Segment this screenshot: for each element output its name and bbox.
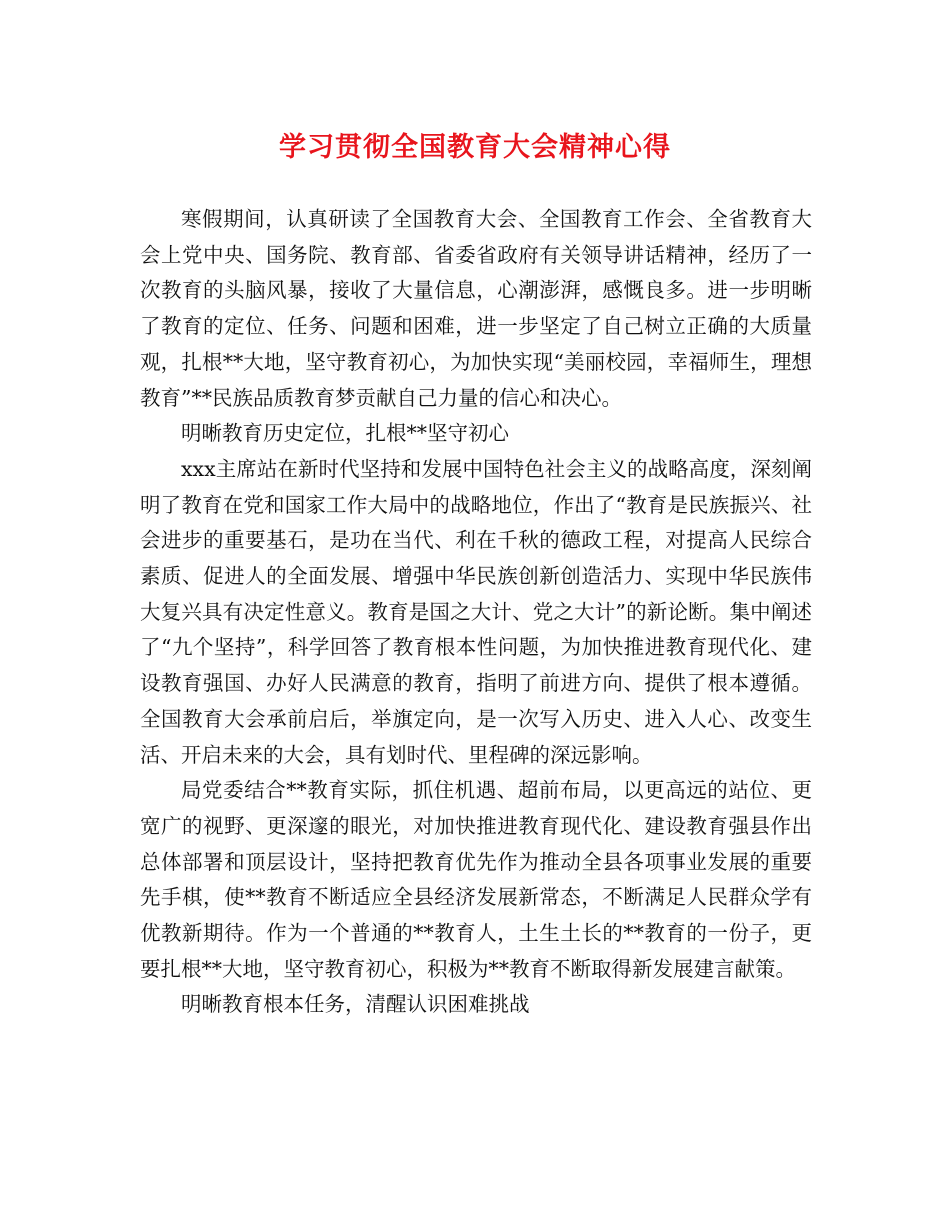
document-title: 学习贯彻全国教育大会精神心得 bbox=[279, 132, 671, 163]
section-heading-history: 明晰教育历史定位，扎根**坚守初心 bbox=[181, 421, 509, 446]
document-body bbox=[140, 202, 812, 1023]
paragraph-strategic-position: xxx主席站在新时代坚持和发展中国特色社会主义的战略高度，深刻阐明了教育在党和国家工作大局中的战略地位，作出了“教育是民族振兴、社会进步的重要基石，是功在当代、利在千秋的德政工程，对提高人民综合素质、促进人的全面发展、增强中华民族创新创造活力、实现中华民族伟大复兴具有决定性意义。教育是国之大计、党之大计”的新论断。集中阐述了“九个坚持”，科学回答了教育根本性问题，为加快推进教育现代化、建设教育强国、办好人民满意的教育，指明了前进方向、提供了根本遵循。全国教育大会承前启后，举旗定向，是一次写入历史、进入人心、改变生活、开启未来的大会，具有划时代、里程碑的深远影响。 bbox=[140, 456, 812, 767]
paragraph-local-deployment: 局党委结合**教育实际，抓住机遇、超前布局，以更高远的站位、更宽广的视野、更深邃的眼光，对加快推进教育现代化、建设教育强县作出总体部署和顶层设计，坚持把教育优先作为推动全县各项事业发展的重要先手棋，使**教育不断适应全县经济发展新常态，不断满足人民群众学有优教新期待。作为一个普通的**教育人，土生土长的**教育的一份子，更要扎根**大地，坚守教育初心，积极为**教育不断取得新发展建言献策。 bbox=[140, 778, 812, 981]
paragraph-intro: 寒假期间，认真研读了全国教育大会、全国教育工作会、全省教育大会上党中央、国务院、教育部、省委省政府有关领导讲话精神，经历了一次教育的头脑风暴，接收了大量信息，心潮澎湃，感慨良多。进一步明晰了教育的定位、任务、问题和困难，进一步坚定了自己树立正确的大质量观，扎根**大地，坚守教育初心，为加快实现“美丽校园，幸福师生，理想教育”**民族品质教育梦贡献自己力量的信心和决心。 bbox=[140, 207, 812, 410]
section-heading-task: 明晰教育根本任务，清醒认识困难挑战 bbox=[181, 992, 530, 1017]
